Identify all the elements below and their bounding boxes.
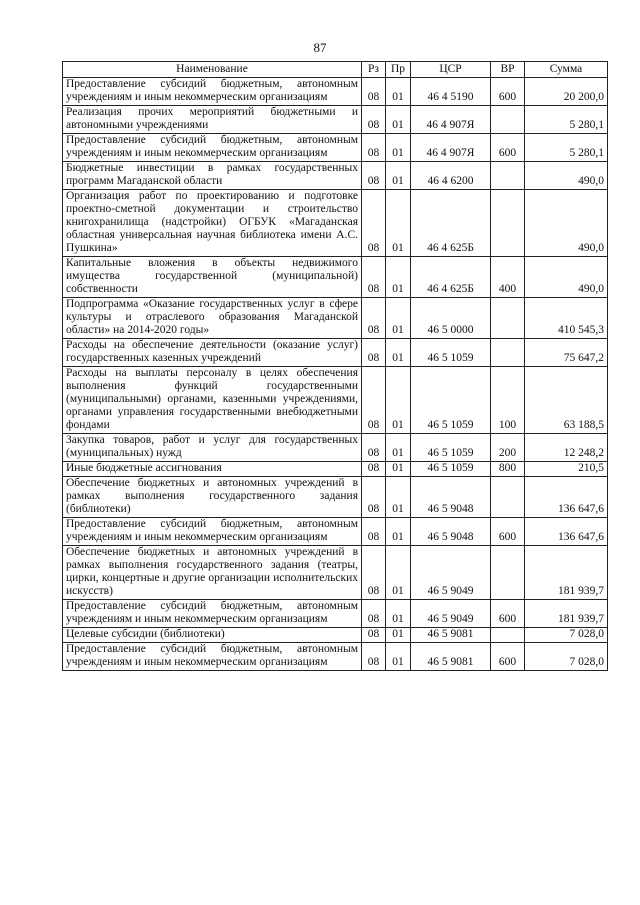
row-vr: 600 <box>491 643 525 671</box>
row-sum: 181 939,7 <box>525 546 608 600</box>
table-row <box>63 257 608 298</box>
row-csr: 46 5 9049 <box>411 546 491 600</box>
row-vr: 600 <box>491 600 525 628</box>
header-vr: ВР <box>491 62 525 78</box>
row-pr: 01 <box>386 600 411 628</box>
row-vr: 600 <box>491 134 525 162</box>
budget-table <box>62 61 608 671</box>
row-pr: 01 <box>386 134 411 162</box>
row-sum: 490,0 <box>525 257 608 298</box>
row-sum: 210,5 <box>525 462 608 477</box>
table-row <box>63 600 608 628</box>
table-row <box>63 190 608 257</box>
row-pr: 01 <box>386 434 411 462</box>
row-csr: 46 4 625Б <box>411 257 491 298</box>
row-name: Подпрограмма «Оказание государственных услуг в сфере культуры и отраслевого образования Магаданской области» на 2014-2020 годы» <box>63 298 362 339</box>
row-name: Иные бюджетные ассигнования <box>63 462 362 477</box>
row-rz: 08 <box>362 134 386 162</box>
row-vr <box>491 162 525 190</box>
header-sum: Сумма <box>525 62 608 78</box>
row-pr: 01 <box>386 339 411 367</box>
row-sum: 20 200,0 <box>525 78 608 106</box>
row-pr: 01 <box>386 298 411 339</box>
row-sum: 5 280,1 <box>525 106 608 134</box>
row-sum: 181 939,7 <box>525 600 608 628</box>
row-pr: 01 <box>386 367 411 434</box>
row-rz: 08 <box>362 628 386 643</box>
row-sum: 7 028,0 <box>525 628 608 643</box>
row-pr: 01 <box>386 546 411 600</box>
table-row <box>63 518 608 546</box>
row-csr: 46 4 625Б <box>411 190 491 257</box>
row-name: Обеспечение бюджетных и автономных учреждений в рамках выполнения государственного задания (библиотеки) <box>63 477 362 518</box>
row-name: Предоставление субсидий бюджетным, автономным учреждениям и иным некоммерческим организациям <box>63 518 362 546</box>
header-name: Наименование <box>63 62 362 78</box>
row-name: Организация работ по проектированию и подготовке проектно-сметной документации и строительство книгохранилища (надстройки) ОГБУК «Магаданская областная универсальная научная библиотека имени А.С. Пушкина» <box>63 190 362 257</box>
row-sum: 136 647,6 <box>525 477 608 518</box>
row-rz: 08 <box>362 434 386 462</box>
row-csr: 46 5 9048 <box>411 518 491 546</box>
row-name: Целевые субсидии (библиотеки) <box>63 628 362 643</box>
header-csr: ЦСР <box>411 62 491 78</box>
row-rz: 08 <box>362 518 386 546</box>
table-row <box>63 339 608 367</box>
row-csr: 46 4 907Я <box>411 106 491 134</box>
table-row <box>63 298 608 339</box>
table-row <box>63 462 608 477</box>
row-vr <box>491 106 525 134</box>
row-csr: 46 5 0000 <box>411 298 491 339</box>
row-rz: 08 <box>362 643 386 671</box>
table-row <box>63 546 608 600</box>
row-rz: 08 <box>362 257 386 298</box>
row-csr: 46 5 9081 <box>411 643 491 671</box>
row-csr: 46 5 9048 <box>411 477 491 518</box>
row-csr: 46 4 907Я <box>411 134 491 162</box>
row-sum: 5 280,1 <box>525 134 608 162</box>
row-vr: 600 <box>491 518 525 546</box>
row-sum: 63 188,5 <box>525 367 608 434</box>
row-sum: 75 647,2 <box>525 339 608 367</box>
row-rz: 08 <box>362 339 386 367</box>
row-pr: 01 <box>386 190 411 257</box>
table-body <box>63 78 608 671</box>
row-pr: 01 <box>386 628 411 643</box>
table-row <box>63 78 608 106</box>
row-vr: 100 <box>491 367 525 434</box>
row-vr <box>491 546 525 600</box>
row-pr: 01 <box>386 257 411 298</box>
table-header-row <box>63 62 608 78</box>
row-rz: 08 <box>362 190 386 257</box>
row-name: Капитальные вложения в объекты недвижимого имущества государственной (муниципальной) собственности <box>63 257 362 298</box>
row-pr: 01 <box>386 477 411 518</box>
row-vr: 600 <box>491 78 525 106</box>
header-rz: Рз <box>362 62 386 78</box>
table-row <box>63 134 608 162</box>
row-vr <box>491 298 525 339</box>
row-pr: 01 <box>386 518 411 546</box>
row-vr: 200 <box>491 434 525 462</box>
row-rz: 08 <box>362 106 386 134</box>
row-csr: 46 5 1059 <box>411 434 491 462</box>
table-row <box>63 367 608 434</box>
row-vr: 800 <box>491 462 525 477</box>
row-csr: 46 4 5190 <box>411 78 491 106</box>
row-vr: 400 <box>491 257 525 298</box>
row-name: Предоставление субсидий бюджетным, автономным учреждениям и иным некоммерческим организациям <box>63 600 362 628</box>
table-row <box>63 434 608 462</box>
row-csr: 46 5 1059 <box>411 339 491 367</box>
header-pr: Пр <box>386 62 411 78</box>
row-sum: 490,0 <box>525 190 608 257</box>
row-rz: 08 <box>362 546 386 600</box>
row-csr: 46 5 1059 <box>411 367 491 434</box>
row-pr: 01 <box>386 462 411 477</box>
row-vr <box>491 339 525 367</box>
row-csr: 46 5 9049 <box>411 600 491 628</box>
row-csr: 46 4 6200 <box>411 162 491 190</box>
row-sum: 7 028,0 <box>525 643 608 671</box>
row-name: Реализация прочих мероприятий бюджетными и автономными учреждениями <box>63 106 362 134</box>
row-sum: 410 545,3 <box>525 298 608 339</box>
row-rz: 08 <box>362 477 386 518</box>
row-name: Предоставление субсидий бюджетным, автономным учреждениям и иным некоммерческим организациям <box>63 78 362 106</box>
page-number: 87 <box>313 40 327 55</box>
row-rz: 08 <box>362 462 386 477</box>
row-sum: 12 248,2 <box>525 434 608 462</box>
row-rz: 08 <box>362 78 386 106</box>
row-vr <box>491 190 525 257</box>
row-rz: 08 <box>362 600 386 628</box>
row-rz: 08 <box>362 298 386 339</box>
row-pr: 01 <box>386 162 411 190</box>
table-row <box>63 628 608 643</box>
row-vr <box>491 628 525 643</box>
row-name: Предоставление субсидий бюджетным, автономным учреждениям и иным некоммерческим организациям <box>63 134 362 162</box>
row-pr: 01 <box>386 643 411 671</box>
row-sum: 136 647,6 <box>525 518 608 546</box>
table-row <box>63 477 608 518</box>
row-csr: 46 5 1059 <box>411 462 491 477</box>
row-vr <box>491 477 525 518</box>
table-row <box>63 643 608 671</box>
row-sum: 490,0 <box>525 162 608 190</box>
row-name: Закупка товаров, работ и услуг для государственных (муниципальных) нужд <box>63 434 362 462</box>
row-pr: 01 <box>386 106 411 134</box>
row-name: Расходы на выплаты персоналу в целях обеспечения выполнения функций государственными (муниципальными) органами, казенными учреждениями, органами управления государственными внебюджетными фондами <box>63 367 362 434</box>
row-name: Расходы на обеспечение деятельности (оказание услуг) государственных казенных учреждений <box>63 339 362 367</box>
row-name: Обеспечение бюджетных и автономных учреждений в рамках выполнения государственного задания (театры, цирки, концертные и другие организации исполнительских искусств) <box>63 546 362 600</box>
row-name: Бюджетные инвестиции в рамках государственных программ Магаданской области <box>63 162 362 190</box>
row-pr: 01 <box>386 78 411 106</box>
table-row <box>63 106 608 134</box>
row-rz: 08 <box>362 367 386 434</box>
row-name: Предоставление субсидий бюджетным, автономным учреждениям и иным некоммерческим организациям <box>63 643 362 671</box>
row-rz: 08 <box>362 162 386 190</box>
row-csr: 46 5 9081 <box>411 628 491 643</box>
table-row <box>63 162 608 190</box>
